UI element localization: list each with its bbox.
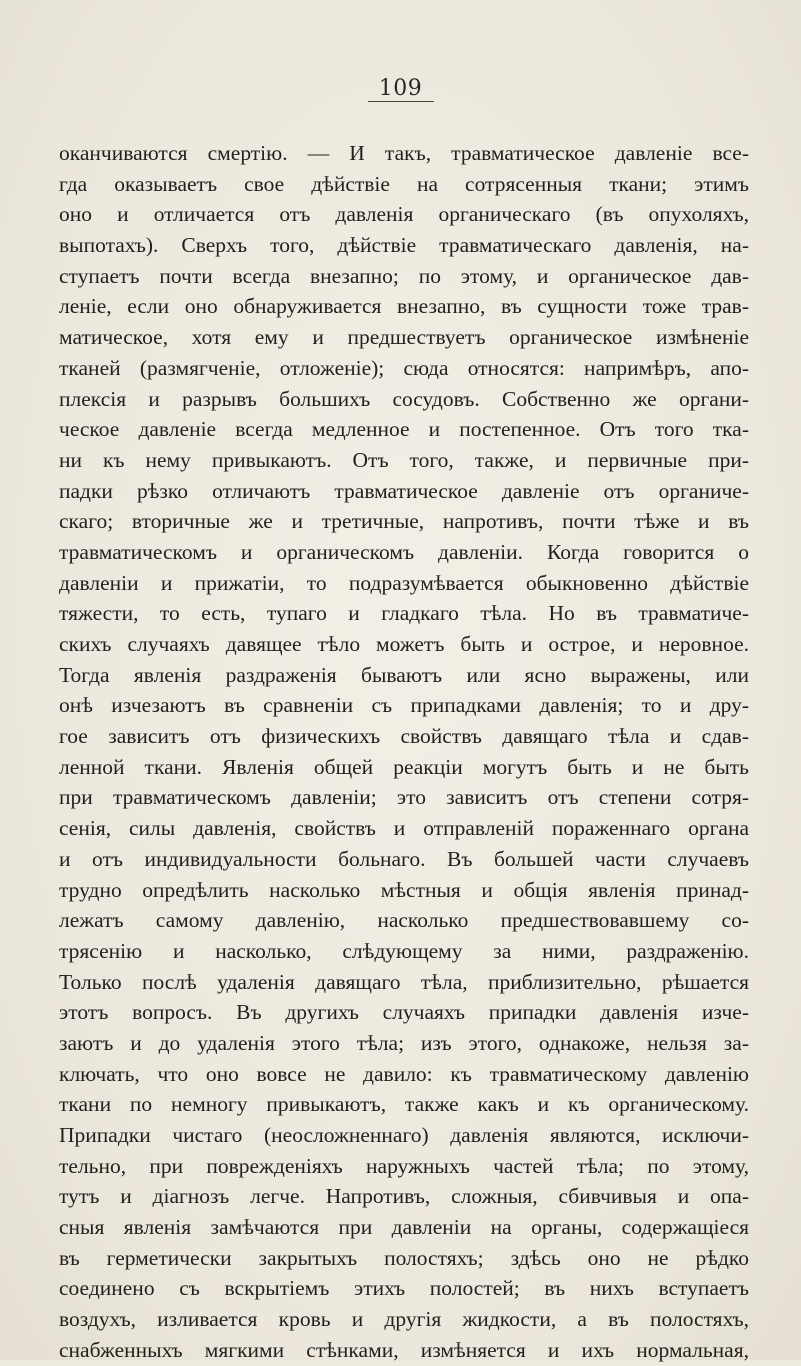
text-line: падки рѣзко отличаютъ травматическое давленіе отъ органиче- xyxy=(59,478,749,503)
text-line: оно и отличается отъ давленія органическаго (въ опухоляхъ, xyxy=(59,202,749,227)
text-line: травматическомъ и органическомъ давленіи. Когда говорится о xyxy=(59,539,749,564)
text-line: лежатъ самому давленію, насколько предшествовавшему со- xyxy=(59,908,749,933)
text-line: при травматическомъ давленіи; это зависитъ отъ степени сотря- xyxy=(59,785,749,810)
text-line: Тогда явленія раздраженія бываютъ или ясно выражены, или xyxy=(59,662,749,687)
text-line: выпотахъ). Сверхъ того, дѣйствіе травматическаго давленія, на- xyxy=(59,233,749,258)
text-line: ленной ткани. Явленія общей реакціи могутъ быть и не быть xyxy=(59,754,749,779)
text-line: леніе, если оно обнаруживается внезапно, въ сущности тоже трав- xyxy=(59,294,749,319)
text-line: соединено съ вскрытіемъ этихъ полостей; въ нихъ вступаетъ xyxy=(59,1276,749,1301)
text-line: ключать, что оно вовсе не давило: къ травматическому давленію xyxy=(59,1061,749,1086)
text-line: Припадки чистаго (неосложненнаго) давленія являются, исключи- xyxy=(59,1123,749,1147)
text-line: сныя явленія замѣчаются при давленіи на органы, содержащіеся xyxy=(59,1215,749,1240)
text-line: гое зависитъ отъ физическихъ свойствъ давящаго тѣла и сдав- xyxy=(59,724,749,749)
text-line: ступаетъ почти всегда внезапно; по этому, и органическое дав- xyxy=(59,263,749,288)
page-number-underline xyxy=(368,101,434,102)
text-line: заютъ и до удаленія этого тѣла; изъ этого, однакоже, нельзя за- xyxy=(59,1030,749,1055)
text-line: оканчиваются смертію. — И такъ, травматическое давленіе все- xyxy=(59,141,749,165)
text-line: давленіи и прижатіи, то подразумѣвается обыкновенно дѣйствіе xyxy=(59,570,749,595)
text-line: тканей (размягченіе, отложеніе); сюда относятся: напримѣръ, апо- xyxy=(59,355,749,380)
text-line: этотъ вопросъ. Въ другихъ случаяхъ припадки давленія изче- xyxy=(59,1000,749,1025)
text-line: скаго; вторичные же и третичные, напротивъ, почти тѣже и въ xyxy=(59,509,749,534)
text-line: сенія, силы давленія, свойствъ и отправленій пораженнаго органа xyxy=(59,816,749,841)
page-number: 109 xyxy=(378,76,423,101)
text-line: плексія и разрывъ большихъ сосудовъ. Собственно же органи- xyxy=(59,386,749,411)
text-line: тельно, при поврежденіяхъ наружныхъ частей тѣла; по этому, xyxy=(59,1153,749,1178)
text-line: воздухъ, изливается кровь и другія жидкости, а въ полостяхъ, xyxy=(59,1307,749,1332)
text-line: скихъ случаяхъ давящее тѣло можетъ быть и острое, и неровное. xyxy=(59,632,749,656)
body-text xyxy=(59,138,749,1366)
text-line: трясенію и насколько, слѣдующему за ними, раздраженію. xyxy=(59,938,749,963)
text-line: Только послѣ удаленія давящаго тѣла, приблизительно, рѣшается xyxy=(59,969,749,994)
text-line: снабженныхъ мягкими стѣнками, измѣняется и ихъ нормальная, xyxy=(59,1337,749,1362)
text-line: ткани по немногу привыкаютъ, также какъ и къ органическому. xyxy=(59,1092,749,1117)
text-line: въ герметически закрытыхъ полостяхъ; здѣсь оно не рѣдко xyxy=(59,1245,749,1270)
text-line: и отъ индивидуальности больнаго. Въ большей части случаевъ xyxy=(59,846,749,871)
text-line: ческое давленіе всегда медленное и постепенное. Отъ того тка- xyxy=(59,417,749,442)
text-line: тутъ и діагнозъ легче. Напротивъ, сложныя, сбивчивыя и опа- xyxy=(59,1184,749,1209)
text-line: гда оказываетъ свое дѣйствіе на сотрясенныя ткани; этимъ xyxy=(59,171,749,196)
text-line: онѣ изчезаютъ въ сравненіи съ припадками давленія; то и дру- xyxy=(59,693,749,718)
text-line: тяжести, то есть, тупаго и гладкаго тѣла. Но въ травматиче- xyxy=(59,601,749,626)
text-line: матическое, хотя ему и предшествуетъ органическое измѣненіе xyxy=(59,325,749,350)
text-line: трудно опредѣлить насколько мѣстныя и общія явленія принад- xyxy=(59,877,749,902)
text-line: ни къ нему привыкаютъ. Отъ того, также, и первичные при- xyxy=(59,447,749,472)
